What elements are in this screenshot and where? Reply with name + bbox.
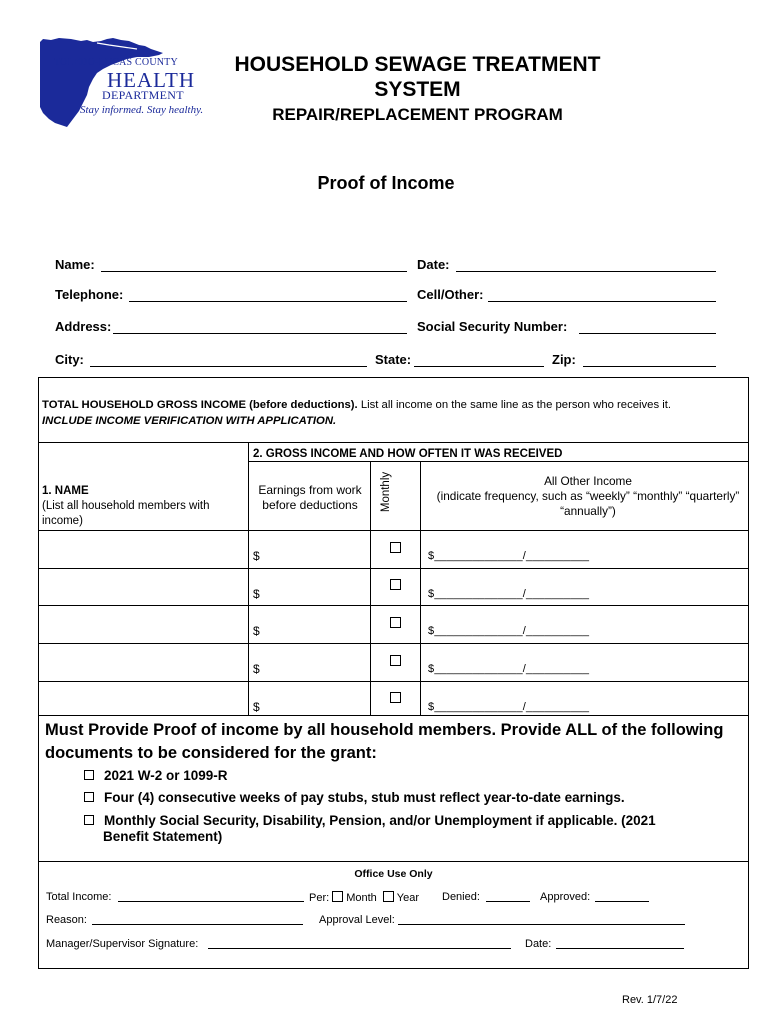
requirement-text-continued: Benefit Statement) [103,829,223,844]
requirement-item [84,811,656,831]
month-label: Month [346,892,377,904]
page-title-line1: HOUSEHOLD SEWAGE TREATMENT [234,53,601,76]
denied-label: Denied: [442,891,480,903]
monthly-checkbox[interactable] [390,692,401,703]
total-income-label: Total Income: [46,891,112,903]
approval-level-field[interactable] [398,924,685,925]
requirement-checkbox[interactable] [84,792,94,802]
cell-label: Cell/Other: [417,287,484,302]
other-income-column-header [429,474,747,519]
name-column-header [42,484,242,529]
approval-level-label: Approval Level: [319,914,395,926]
zip-label: Zip: [552,352,576,367]
section2-header: 2. GROSS INCOME AND HOW OFTEN IT WAS RECEIVED [253,448,563,460]
divider [420,461,421,715]
approved-label: Approved: [540,891,591,903]
other-income-field[interactable]: $______________/__________ [428,625,590,637]
divider [38,715,749,716]
page-subtitle: REPAIR/REPLACEMENT PROGRAM [272,105,563,124]
divider [38,605,749,606]
month-checkbox[interactable] [332,891,343,902]
other-income-subtitle: (indicate frequency, such as “weekly” “monthly” “quarterly” “annually”) [436,489,740,518]
requirement-text: Four (4) consecutive weeks of pay stubs, stub must reflect year-to-date earnings. [104,790,625,805]
total-income-note: List all income on the same line as the person who receives it. [357,399,672,411]
logo-health-text: HEALTH [107,68,196,92]
monthly-checkbox[interactable] [390,579,401,590]
per-label-text: Per: [309,892,330,904]
zip-field[interactable] [583,366,716,367]
earnings-dollar-sign[interactable]: $ [253,587,260,601]
address-label: Address: [55,319,112,334]
earnings-dollar-sign[interactable]: $ [253,700,260,714]
cell-field[interactable] [488,301,716,302]
monthly-checkbox[interactable] [390,655,401,666]
telephone-label: Telephone: [55,287,124,302]
divider [248,442,249,715]
divider [38,530,749,531]
office-date-field[interactable] [556,948,684,949]
ssn-label: Social Security Number: [417,319,568,334]
name-label: Name: [55,257,95,272]
page-title-line2: SYSTEM [374,78,461,101]
divider [38,568,749,569]
reason-label: Reason: [46,914,87,926]
logo-department-text: DEPARTMENT [102,88,184,102]
reason-field[interactable] [92,924,303,925]
other-income-field[interactable]: $______________/__________ [428,663,590,675]
divider [38,643,749,644]
verification-note: INCLUDE INCOME VERIFICATION WITH APPLICATION. [42,415,337,427]
telephone-field[interactable] [129,301,407,302]
year-checkbox[interactable] [383,891,394,902]
monthly-checkbox[interactable] [390,617,401,628]
total-income-instructions [42,397,747,429]
city-field[interactable] [90,366,367,367]
address-field[interactable] [113,333,407,334]
monthly-column-header: Monthly [380,471,392,513]
requirement-item [84,788,625,808]
name-field[interactable] [101,271,407,272]
year-label: Year [396,892,419,904]
divider [370,461,371,715]
ssn-field[interactable] [579,333,716,334]
office-date-label: Date: [525,938,552,950]
state-field[interactable] [414,366,544,367]
office-use-title: Office Use Only [354,868,433,880]
total-income-heading: TOTAL HOUSEHOLD GROSS INCOME (before deductions). [42,399,358,411]
requirement-text: Monthly Social Security, Disability, Pension, and/or Unemployment if applicable. (2021 [104,813,656,828]
logo-county-text: TOLEDO-LUCAS COUNTY [54,57,178,68]
revision-date: Rev. 1/7/22 [622,994,678,1006]
earnings-column-header: Earnings from work before deductions [258,483,362,512]
divider [38,681,749,682]
document-title: Proof of Income [317,173,455,193]
state-label: State: [375,352,412,367]
divider [248,461,749,462]
other-income-field[interactable]: $______________/__________ [428,550,590,562]
denied-field[interactable] [486,901,530,902]
name-column-subtitle: (List all household members with income) [42,500,210,527]
approved-field[interactable] [595,901,649,902]
divider [38,861,749,862]
signature-field[interactable] [208,948,511,949]
requirement-checkbox[interactable] [84,815,94,825]
earnings-dollar-sign[interactable]: $ [253,662,260,676]
earnings-dollar-sign[interactable]: $ [253,549,260,563]
other-income-field[interactable]: $______________/__________ [428,701,590,713]
total-income-field[interactable] [118,901,304,902]
requirement-text: 2021 W-2 or 1099-R [104,768,228,783]
per-label [309,891,419,904]
name-column-title: 1. NAME [42,485,89,497]
other-income-field[interactable]: $______________/__________ [428,588,590,600]
requirement-checkbox[interactable] [84,770,94,780]
other-income-title: All Other Income [544,474,632,488]
logo-tagline: Stay informed. Stay healthy. [80,104,204,116]
requirements-heading: Must Provide Proof of income by all household members. Provide ALL of the following documents to be considered for the grant: [45,721,724,762]
signature-label: Manager/Supervisor Signature: [46,938,199,950]
page-title [205,52,630,102]
date-label: Date: [417,257,450,272]
date-field[interactable] [456,271,716,272]
divider [38,442,749,443]
city-label: City: [55,352,84,367]
requirement-item [84,766,228,786]
earnings-dollar-sign[interactable]: $ [253,624,260,638]
monthly-checkbox[interactable] [390,542,401,553]
